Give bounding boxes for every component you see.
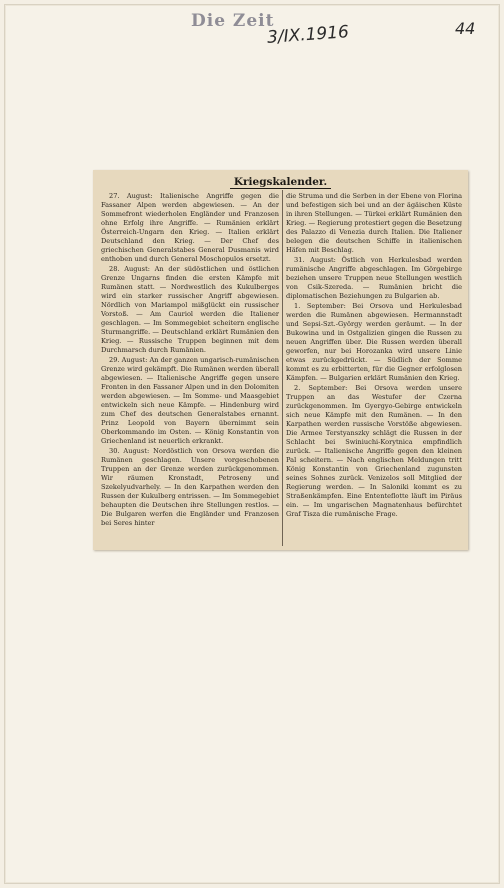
left-column <box>101 192 279 544</box>
entry-30-august: 30. August: Nordöstlich von Orsova werden die Rumänen geschlagen. Unsere vorgeschobenen Truppen an der Grenze werden zurückgenommen. Wir räumen Kronstadt, Petroseny und Szekelyudvarhely. — In den Karpathen werden den Russen der Kukulberg entrissen. — Im Sommegebiet behaupten die Deutschen ihre Stellungen restlos. — Die Bulgaren werfen die Engländer und Franzosen bei Seres hinter <box>101 447 279 527</box>
handwritten-date: 3/IX.1916 <box>266 22 350 48</box>
handwritten-page-number: 44 <box>455 19 476 38</box>
entry-31-august: 31. August: Östlich von Herkulesbad werden rumänische Angriffe abgeschlagen. Im Görgebirge beziehen unsere Truppen neue Stellungen westlich von Csik-Szereda. — Rumänien bricht die diplomatischen Beziehungen zu Bulgarien ab. <box>286 256 462 300</box>
article-title-text: Kriegskalender. <box>230 176 331 189</box>
entry-30-august-continued: die Struma und die Serben in der Ebene von Florina und befestigen sich bei und an der ägäischen Küste in ihren Stellungen. — Türkei erklärt Rumänien den Krieg. — Regierung protestiert gegen die Besetzung des Palazzo di Venezia durch Italien. Die Italiener belegen die deutschen Schiffe in italienischen Häfen mit Beschlag. <box>286 192 462 254</box>
article-title <box>93 176 468 188</box>
archive-sheet <box>4 4 500 884</box>
entry-29-august: 29. August: An der ganzen ungarisch-rumänischen Grenze wird gekämpft. Die Rumänen werden überall abgewiesen. — Italienische Angriffe gegen unsere Fronten in den Fassaner Alpen und in den Dolomiten werden abgewiesen. — Im Somme- und Maasgebiet entwickeln sich neue Kämpfe. — Hindenburg wird zum Chef des deutschen Generalstabes ernannt. Prinz Leopold von Bayern übernimmt sein Oberkommando im Osten. — König Konstantin von Griechenland ist neuerlich erkrankt. <box>101 356 279 445</box>
entry-28-august: 28. August: An der südöstlichen und östlichen Grenze Ungarns finden die ersten Kämpfe mit Rumänen statt. — Nordwestlich des Kukulberges wird ein starker russischer Angriff abgewiesen. Nördlich von Mariampol mißglückt ein russischer Vorstoß. — Am Cauriol werden die Italiener geschlagen. — Im Sommegebiet scheitern englische Sturmangriffe. — Deutschland erklärt Rumänien den Krieg. — Russische Truppen beginnen mit dem Durchmarsch durch Rumänien. <box>101 265 279 354</box>
newspaper-stamp: Die Zeit <box>191 11 275 31</box>
entry-27-august: 27. August: Italienische Angriffe gegen die Fassaner Alpen werden abgewiesen. — An der Sommefront wiederholen Engländer und Franzosen ohne Erfolg ihre Angriffe. — Rumänien erklärt Österreich-Ungarn den Krieg. — Italien erklärt Deutschland den Krieg. — Der Chef des griechischen Generalstabes General Dusmanis wird enthoben und durch General Moschopulos ersetzt. <box>101 192 279 263</box>
newspaper-clipping <box>93 170 468 550</box>
column-divider <box>282 190 283 546</box>
entry-2-september: 2. September: Bei Orsova werden unsere Truppen an das Westufer der Czerna zurückgenommen. Im Gyergyo-Gebirge entwickeln sich neue Kämpfe mit den Rumänen. — In den Karpathen werden russische Vorstöße abgewiesen. Die Armee Terstyanszky schlägt die Russen in der Schlacht bei Swiniuchi-Korytnica empfindlich zurück. — Italienische Angriffe gegen den kleinen Pal scheitern. — Nach englischen Meldungen tritt König Konstantin von Griechenland zugunsten seines Sohnes zurück. Venizelos soll Mitglied der Regierung werden. — In Saloniki kommt es zu Straßenkämpfen. Eine Ententeflotte läuft im Piräus ein. — Im ungarischen Magnatenhaus befürchtet Graf Tisza die rumänische Frage. <box>286 384 462 518</box>
right-column <box>286 192 462 544</box>
entry-1-september: 1. September: Bei Orsova und Herkulesbad werden die Rumänen abgewiesen. Hermannstadt und Sepsi-Szt.-György werden geräumt. — In der Bukowina und in Ostgalizien gingen die Russen zu neuen Angriffen über. Die Russen werden überall geworfen, nur bei Horozanka wird unsere Linie etwas zurückgedrückt. — Südlich der Somme kommt es zu erbitterten, für die Gegner erfolglosen Kämpfen. — Bulgarien erklärt Rumänien den Krieg. <box>286 302 462 382</box>
